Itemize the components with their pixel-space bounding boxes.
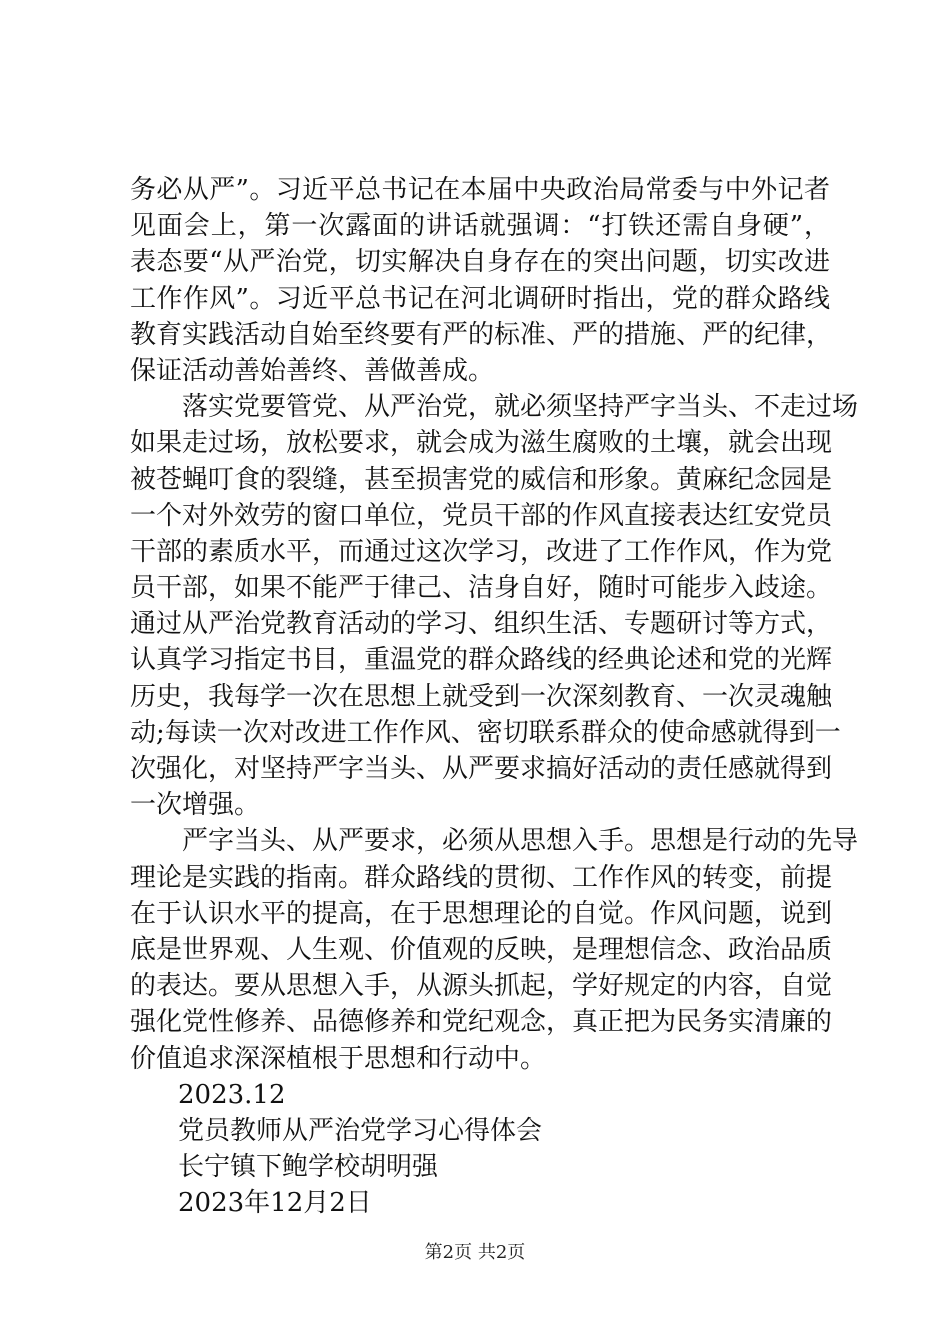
paragraph-line: 理论是实践的指南。群众路线的贯彻、工作作风的转变，前提 — [130, 862, 833, 893]
paragraph-line: 工作作风”。习近平总书记在河北调研时指出，党的群众路线 — [130, 283, 830, 314]
paragraph-line: 通过从严治党教育活动的学习、组织生活、专题研讨等方式， — [130, 609, 833, 640]
signature-block — [130, 1077, 830, 1222]
paragraph-3 — [130, 823, 859, 1076]
paragraph-line: 动;每读一次对改进工作作风、密切联系群众的使命感就得到一 — [130, 717, 841, 748]
document-body — [130, 172, 859, 1221]
paragraph-2 — [130, 389, 859, 823]
paragraph-line: 一个对外效劳的窗口单位，党员干部的作风直接表达红安党员 — [130, 500, 833, 531]
paragraph-line: 的表达。要从思想入手，从源头抓起，学好规定的内容，自觉 — [130, 971, 833, 1002]
paragraph-line: 在于认识水平的提高，在于思想理论的自觉。作风问题，说到 — [130, 898, 833, 929]
signature-author: 长宁镇下鲍学校胡明强 — [178, 1152, 439, 1183]
paragraph-line: 干部的素质水平，而通过这次学习，改进了工作作风，作为党 — [130, 536, 833, 567]
signature-date-short: 2023.12 — [178, 1079, 286, 1110]
paragraph-line: 如果走过场，放松要求，就会成为滋生腐败的土壤，就会出现 — [130, 428, 833, 459]
paragraph-line: 员干部，如果不能严于律己、洁身自好，随时可能步入歧途。 — [130, 573, 833, 604]
paragraph-line: 历史，我每学一次在思想上就受到一次深刻教育、一次灵魂触 — [130, 681, 833, 712]
paragraph-line: 被苍蝇叮食的裂缝，甚至损害党的威信和形象。黄麻纪念园是 — [130, 464, 833, 495]
paragraph-line: 次强化，对坚持严字当头、从严要求搞好活动的责任感就得到 — [130, 754, 833, 784]
signature-title: 党员教师从严治党学习心得体会 — [178, 1115, 543, 1146]
paragraph-line: 严字当头、从严要求，必须从思想入手。思想是行动的先导 — [182, 826, 859, 857]
paragraph-line: 表态要“从严治党，切实解决自身存在的突出问题，切实改进 — [130, 247, 830, 278]
page-footer — [0, 1241, 950, 1265]
paragraph-line: 务必从严”。习近平总书记在本届中央政治局常委与中外记者 — [130, 175, 830, 205]
paragraph-line: 落实党要管党、从严治党，就必须坚持严字当头、不走过场 — [182, 392, 859, 423]
paragraph-line: 见面会上，第一次露面的讲话就强调：“打铁还需自身硬”， — [130, 211, 830, 242]
paragraph-line: 底是世界观、人生观、价值观的反映，是理想信念、政治品质 — [130, 934, 833, 965]
paragraph-line: 价值追求深深植根于思想和行动中。 — [130, 1043, 547, 1074]
paragraph-line: 教育实践活动自始至终要有严的标准、严的措施、严的纪律， — [130, 319, 833, 350]
paragraph-line: 保证活动善始善终、善做善成。 — [130, 355, 495, 386]
paragraph-1 — [130, 172, 833, 389]
signature-date-full: 2023年12月2日 — [178, 1188, 372, 1219]
paragraph-line: 认真学习指定书目，重温党的群众路线的经典论述和党的光辉 — [130, 645, 833, 676]
paragraph-line: 强化党性修养、品德修养和党纪观念，真正把为民务实清廉的 — [130, 1007, 833, 1038]
paragraph-line: 一次增强。 — [130, 790, 261, 821]
page-number-label: 第2页 共2页 — [424, 1242, 526, 1263]
